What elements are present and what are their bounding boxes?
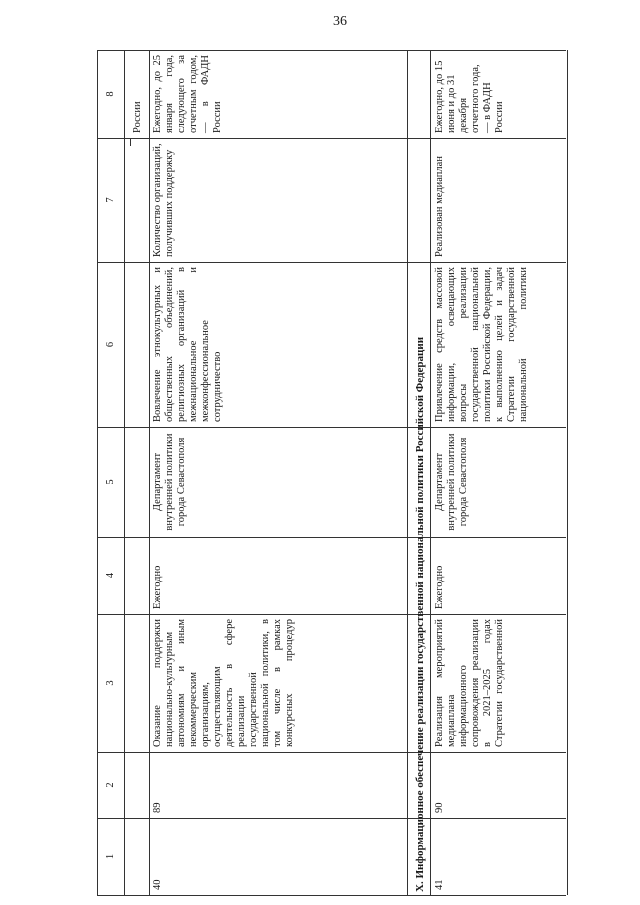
row-40-code: 89 [152,802,163,813]
col-header-6: 6 [105,341,116,348]
col-header-1: 1 [105,853,116,860]
row-41-report: Ежегодно, до 15 июня и до 31 декабря отчетного года, — в ФАДН России [434,60,505,133]
rule-header-row [124,50,125,895]
rule-row-40-top [149,50,150,895]
rule-col-3-4 [97,614,566,615]
col-header-7: 7 [105,197,116,203]
row-41-num: 41 [434,879,445,890]
row-40-period: Ежегодно [152,565,163,609]
row-41-code: 90 [434,802,445,813]
col-header-4: 4 [105,572,116,579]
section-title: X. Информационное обеспечение реализации государственной национальной политики Российской Федерации [414,336,426,892]
row-41-period: Ежегодно [434,565,445,609]
rule-report-subline [130,138,131,146]
rule-col-7-8 [97,138,566,139]
page-number: 36 [333,14,347,29]
col-header-2: 2 [105,782,116,788]
row-prev-report-tail: России [132,101,143,133]
rule-col-5-6 [97,427,566,428]
row-40-indicator: Количество организаций, получивших поддержку [152,143,175,257]
rule-col-4-5 [97,537,566,538]
col-header-5: 5 [105,479,116,485]
rule-section-top [407,50,408,895]
rule-top [97,50,566,51]
row-41-executor: Департамент внутренней политики города Севастополя [434,433,469,531]
row-40-executor: Департамент внутренней политики города Севастополя [152,433,187,531]
row-40-measure: Оказание поддержки национально-культурным автономиям и иным некоммерческим организациям, осуществляющим деятельность в сфере реализации государственной национальной политики, в том числе в рамках конкурсных процедур [152,619,295,747]
col-header-8: 8 [105,91,116,97]
row-41-measure: Реализация мероприятий медиаплана информационного сопровождения реализации в 2021–2025 годах Стратегии государственной [434,619,505,747]
rule-col-2-3 [97,752,566,753]
row-40-result: Вовлечение этнокультурных и общественных объединений, религиозных организаций в межнациональное и межконфессиональное сотрудничество [152,267,223,422]
rule-col-1-2 [97,818,566,819]
row-40-num: 40 [152,879,163,890]
rule-section-bottom [430,50,431,895]
row-41-result: Привлечение средств массовой информации, освещающих вопросы реализации государственной национальной политики Российской Федерации, к выполнению целей и задач Стратегии государственной национальной политики [434,267,529,422]
col-header-3: 3 [105,680,116,686]
rule-col-6-7 [97,262,566,263]
row-40-report: Ежегодно, до 25 января года, следующего за отчетным годом, — в ФАДН России [152,55,223,133]
rule-bottom [97,895,566,896]
row-41-indicator: Реализован медиаплан [434,156,445,257]
